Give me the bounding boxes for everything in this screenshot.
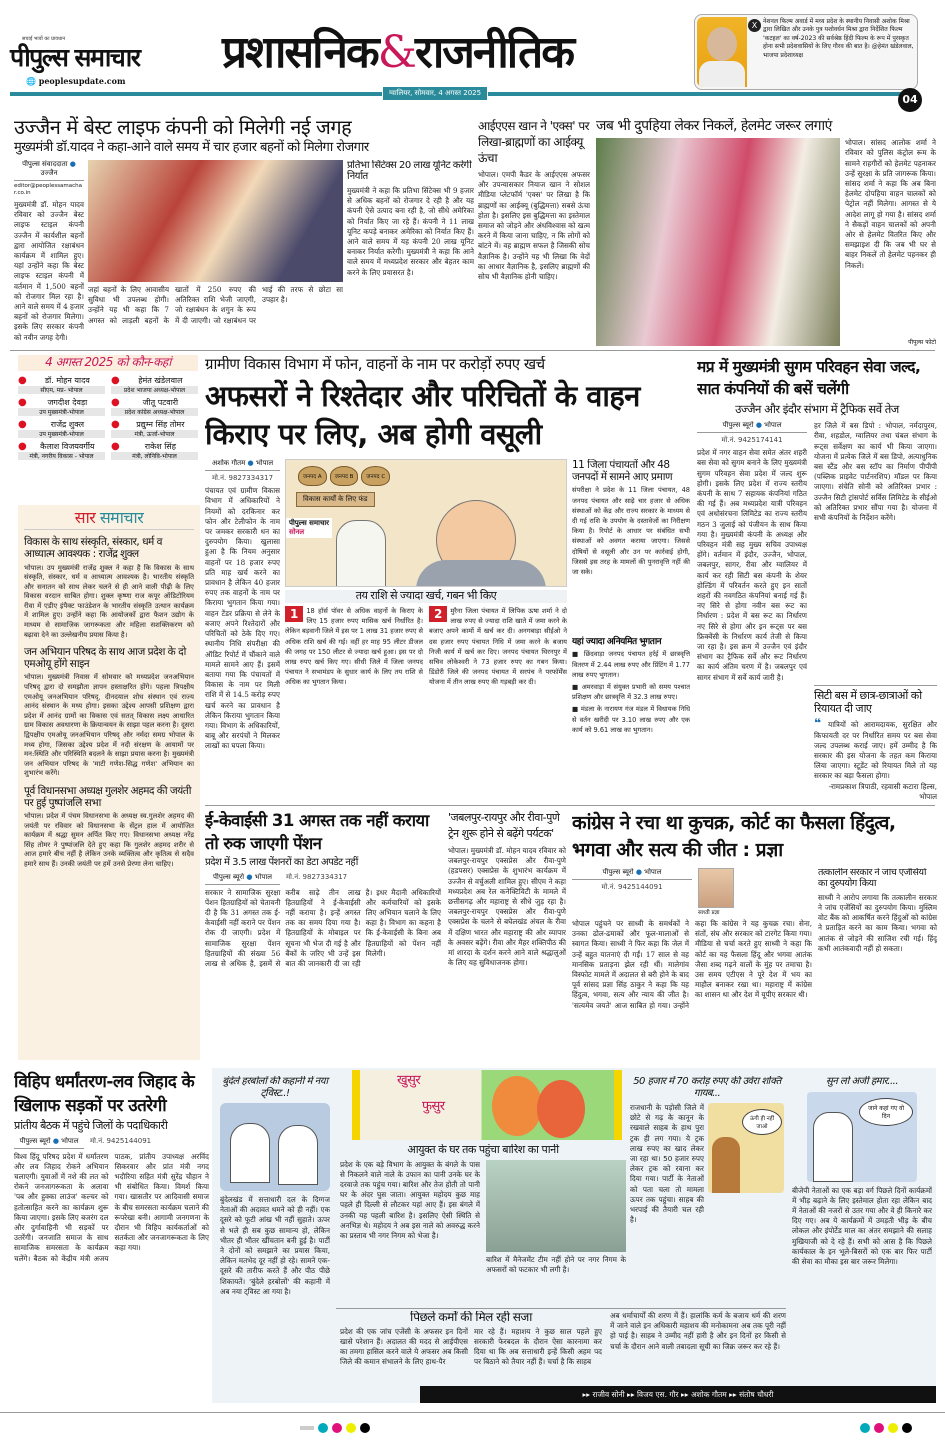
pratibha-body: मुख्यमंत्री ने कहा कि प्रतिभा सिंटेक्स भी 9 हजार से अधिक बहनों को रोजगार दे रही है और यह कंपनी ऐसे उत्पाद बना रही है, जो सीधे अमेरिका को निर्यात किए जा रहे हैं। कंपनी ने 11 लाख यूनिट कपड़े बनाकर अमेरिका को निर्यात किए हैं। आने वाले समय में यह कंपनी 20 लाख यूनिट बनाकर निर्यात करेगी। मुख्यमंत्री ने कहा कि आने वाले समय में मध्यप्रदेश सरकार और बेहतर काम करने के लिए प्रयासरत है। bbox=[347, 185, 474, 277]
col4-cartoon: जाने कहां गए वो दिन bbox=[807, 1092, 917, 1182]
bus-headline: मप्र में मुख्यमंत्री सुगम परिवहन सेवा जल्द, सात कंपनियों की बसें चलेंगी bbox=[697, 358, 921, 398]
page-number: 04 bbox=[898, 88, 922, 112]
center-photo bbox=[486, 1160, 626, 1252]
point-number: 2 bbox=[429, 606, 447, 622]
lead-side-heading: 11 जिला पंचायतों और 48 जनपदों में सामने आए प्रमाण bbox=[572, 459, 673, 484]
arrow-icon: ▸▸ bbox=[582, 1390, 593, 1399]
lead-points bbox=[285, 606, 567, 798]
person-entry bbox=[111, 441, 198, 460]
news-brief-headline: विकास के साथ संस्कृति, संस्कार, धर्म व आध्यात्म आवश्यक : राजेंद्र शुक्ल bbox=[24, 536, 163, 561]
whispering-men-icon bbox=[492, 1076, 542, 1136]
location-pin-icon: ● bbox=[111, 440, 120, 452]
website: 🌐 peoplesupdate.com bbox=[26, 76, 126, 86]
person-entry bbox=[18, 375, 105, 394]
col1-heading: बुंदेले हरबोलों की कहानी में नया ट्विस्ट..! bbox=[222, 1076, 328, 1099]
person-name: ● जगदीश देवड़ा bbox=[18, 396, 88, 408]
quote-box bbox=[694, 14, 918, 90]
person-entry bbox=[111, 419, 198, 438]
point-number: 1 bbox=[285, 606, 303, 622]
newspaper-logo: पीपुल्स समाचार bbox=[10, 43, 140, 72]
opinion-body: ❝ यात्रियों को आरामदायक, सुरक्षित और किफायती दर पर निर्धारित समय पर बस सेवा जल्द उपलब्ध कराई जाए। हमें उम्मीद है कि सरकार की इस योजना के तहत कम किराया लिया जाएगा। स्टूडेंट को रियायत मिले तो यह सरकार का बड़ा फैसला होगा। bbox=[814, 718, 937, 781]
col4-heading: सुन लो अर्जी हमार.... bbox=[825, 1076, 899, 1087]
vhp-byline: पीपुल्स ब्यूरो ● भोपाल bbox=[14, 1137, 84, 1149]
point-text: 18 हॉर्स पॉवर से अधिक वाहनों के किराए के लिए 15 हजार रुपए मासिक खर्च निर्धारित है। लेकिन बड़वानी जिले में इस पर 1 लाख 31 हजार रुपए से अधिक राशि खर्च की गई। वहीं हर माह 95 लीटर डीजल की जगह पर 150 लीटर से ज्यादा खर्च हुआ। इस पर दो लाख रुपए खर्च किए गए। सीधी जिले में जिला जनपद पंचायत ने सभामंडप के सुधार कार्य के लिए तय राशि से अधिक का भुगतान किया। bbox=[285, 606, 423, 687]
col3-body: राजधानी के पड़ोसी जिले में छोटे से गढ़ के कानून के रखवाले साहब के हाथ पुरा ट्रक ही लग गया। ये ट्रक लाख रुपए का खाद लेकर जा रहा था। 50 हजार रुपए लेकर ट्रक को रवाना कर दिया गया। पार्टी के नेताओं को पता चला तो मामला ऊपर तक पहुंचा। साहब की भरपाई की तैयारी चल रही है। bbox=[630, 1103, 704, 1225]
person-role: उप मुख्यमंत्री-भोपाल bbox=[18, 430, 105, 438]
tagline: सचाई भावों का प्रावधान bbox=[22, 36, 66, 42]
lead-side-body: संपरीक्षा ने प्रदेश के 11 जिला पंचायत, 48 जनपद पंचायत और साढ़े चार हजार से अधिक संस्थाओं को केंद्र और राज्य सरकार के माध्यम से दी गई राशि के उपयोग के दस्तावेजों का निरीक्षण किया है। रिपोर्ट के आधार पर संबंधित सभी संस्थाओं को अवगत कराया जाएगा। जिससे दोषियों से वसूली और उन पर कार्रवाई होगी, जिससे इस तरह के मामलों की पुनरावृत्ति नहीं की जा सके। bbox=[572, 486, 690, 576]
bus-body: प्रदेश में नगर वाहन सेवा समेत अंतर शहरी बस सेवा को सुगम बनाने के लिए मुख्यमंत्री सुगम परिवहन सेवा प्रदेश में जल्द शुरू होगी। इसके लिए प्रदेश में राज्य स्तरीय कंपनी के साथ 7 सहायक कंपनियां गठित की गई हैं। अब मध्यप्रदेश यात्री परिवहन एवं अधोसंरचना लिमिटेड का राज्य स्तरीय गठन 3 जुलाई को पंजीयन के साथ किया गया है। मुख्यमंत्री कंपनी के अध्यक्ष और परिवहन मंत्री सह मुख्य सचिव उपाध्यक्ष होंगे। वर्तमान में इंदौर, उज्जैन, भोपाल, जबलपुर, सागर, रीवा और ग्वालियर में कार्य कर रही सिटी बस कंपनी के शेयर होल्डिंग में परिवर्तन करते हुए इन सातों शहरों की नवगठित कंपनियां बनाई गई हैं। नए सिरे से होगा नवीन बस रूट का निर्धारण : प्रदेश में बस रूट का निर्धारण नए सिरे से होगा और इन रूट्स पर बस फ्रिक्वेंसी के निर्धारण कार्य तेजी से किया जा रहा है। इस क्रम में उज्जैन एवं इंदौर संभाग का ट्रैफिक सर्वे और रूट निर्धारण का कार्य अंतिम चरण में है। जबलपुर एवं सागर संभाग में सर्वे कार्य जारी है। bbox=[697, 448, 807, 682]
money-bag-icon: जनपद C bbox=[361, 466, 390, 486]
vhp-headline: विहिप धर्मांतरण-लव जिहाद के खिलाफ सड़कों पर उतरेगी bbox=[14, 1072, 195, 1116]
location-pin-icon: ● bbox=[18, 418, 27, 430]
bus-subheadline: उज्जैन और इंदौर संभाग में ट्रैफिक सर्वे तेज bbox=[735, 402, 899, 416]
registration-marks bbox=[0, 1412, 945, 1442]
center-heading: आयुक्त के घर तक पहुंचा बारिश का पानी bbox=[407, 1144, 559, 1156]
col1 bbox=[220, 1076, 330, 1398]
who-where-list bbox=[18, 375, 198, 460]
money-bag-icon: जनपद A bbox=[298, 466, 327, 486]
news-brief-body: भोपाल। प्रदेश में पंचम विधानसभा के अध्यक्ष स्व.गुलशेर अहमद की जयंती पर रविवार को विधानसभा के सेंट्रल हाल में आयोजित कार्यक्रम में श्रद्धा सुमन अर्पित किए गए। विधानसभा अध्यक्ष नरेंद्र सिंह तोमर ने पुष्पांजलि देते हुए कहा कि गुलशेर अहमद शरीर से आज हमारे बीच नहीं है लेकिन उनके व्यक्तित्व और कृतित्व से सदैव हमारे साथ हैं। उनकी जयंती पर हमें उनसे प्रेरणा लेना चाहिए। bbox=[24, 812, 194, 869]
person-name: ● राकेश सिंह bbox=[111, 440, 176, 452]
person-name: ● डॉ. मोहन यादव bbox=[18, 374, 90, 386]
sub-body-1: प्रदेश की एक जांच एजेंसी के अफसर इन दिनों खासे परेशान हैं। अदालत की मदद से आईपीएस का तमगा हासिल करने वाले ये अफसर अब किसी जिले की कमान संभालने के लिए हाथ-पैर bbox=[340, 1326, 468, 1367]
leader-photo bbox=[697, 17, 747, 87]
location-pin-icon: ● bbox=[18, 440, 27, 452]
helmet-body: भोपाल। सांसद आलोक शर्मा ने रविवार को पुलिस कंट्रोल रूम के सामने राहगीरों को हेलमेट पहनाकर उन्हें सुरक्षा के प्रति जागरूक किया। सांसद शर्मा ने कहा कि अब बिना हेलमेट दोपहिया वाहन चालकों को पेट्रोल नहीं मिलेगा। आगस्त से ये आदेश लागू हो गया है। सांसद शर्मा ने सैकड़ों वाहन चालकों को अपनी ओर से हेलमेट वितरित किए और समझाइश दी कि जब भी घर से बाहर निकलें तो हेलमेट पहनकर ही निकलें। bbox=[845, 138, 936, 270]
bullet-icon: ■ bbox=[572, 682, 582, 691]
ujjain-photo bbox=[88, 160, 343, 282]
khusur-logo: खुसुर फुसुर bbox=[352, 1070, 622, 1140]
lead-side-heading-2: यहां ज्यादा अनियमित भुगतान bbox=[572, 637, 662, 648]
col4-body: बीजेपी नेताओं का एक बड़ा वर्ग पिछले दिनों कार्यक्रमों में भीड़ बढ़ाने के लिए इस्तेमाल होता रहा लेकिन बाद में नेताओं की नजरों से उतर गया और वे ही किनारे कर दिए गए। अब ये कार्यक्रमों में उमड़ती भीड़ के बीच लोकल और इंपोर्टेड माल का अंतर समझाने की सलाह मुखियाजी को दे रहे हैं। सभी को आस है कि पिछले कार्यकाल के इन भूले-बिसरों को एक बार फिर पार्टी की सेवा का मौका इस बार जरूर मिलेगा। bbox=[792, 1185, 932, 1266]
globe-icon: 🌐 bbox=[26, 76, 39, 86]
helmet-story bbox=[596, 118, 936, 346]
ias-body: भोपाल। एमपी कैडर के आईएएस अफसर और उपन्यासकार नियाज खान ने सोशल मीडिया प्लेटफॉर्म 'एक्स' पर लिखा है कि ब्राह्मणों का आईक्यू (बुद्धिमत्ता) सबसे ऊंचा होता है। इसलिए इस बुद्धिमत्ता का इस्तेमाल समाज को जोड़ने और अंधविश्वास को खत्म करने में किया जाना चाहिए, न कि लोगों को बांटने में। वह ब्राह्मण सफल है जिसकी सोच वैज्ञानिक है। उन्होंने यह भी लिखा कि वेदों का आधार वैज्ञानिक है, इसलिए ब्राह्मणों की सोच भी वैज्ञानिक होनी चाहिए। bbox=[478, 170, 590, 282]
lead-mobile: मो.नं. 9827334317 bbox=[211, 474, 274, 483]
opinion-box bbox=[814, 685, 937, 802]
person-role: उप मुख्यमंत्री-भोपाल bbox=[18, 408, 105, 416]
credit-name: राजीव सोनी bbox=[592, 1390, 625, 1399]
col1-cartoon bbox=[220, 1103, 330, 1191]
lead-subheading: तय राशि से ज्यादा खर्च, गबन भी किए bbox=[285, 590, 567, 603]
x-logo-icon: X bbox=[748, 19, 761, 32]
center-column bbox=[340, 1144, 626, 1306]
arrow-icon: ▸▸ bbox=[678, 1390, 691, 1399]
person-role: मंत्री, नगरीय विकास - भोपाल bbox=[18, 452, 105, 460]
credit-name: अशोक गौतम bbox=[690, 1390, 727, 1399]
pragya-body: भोपाल पहुंचने पर साध्वी के समर्थकों ने उनका ढोल-ढमाकों और फूल-मालाओं से स्वागत किया। साध्वी ने फिर कहा कि जेल में उन्हें बहुत यातनाएं दी गईं। 17 साल से वह मानसिक प्रताड़ना झेल रही थीं। मालेगांव विस्फोट मामले में अदालत से बरी होने के बाद पूर्व सांसद प्रज्ञा सिंह ठाकुर ने कहा कि यह हिंदुत्व, भगवा, सत्य और न्याय की जीत है। 'सत्यमेव जयते' आज साबित हो गया। उन्होंने कहा कि कांग्रेस ने यह कुचक्र रचा। सेना, संतों, संघ और सरकार को टारगेट किया गया। मीडिया से चर्चा करते हुए साध्वी ने कहा कि कोर्ट का यह फैसला हिंदू और भगवा आतंक जैसा शब्द गढ़ने वालों के मुंह पर तमाचा है। उस समय एटीएस ने पूरे देश में भय का माहौल बनाकर रखा था। महाराष्ट्र में कांग्रेस का शासन था और देश में यूपीए सरकार थी। bbox=[572, 919, 812, 1010]
who-where-title: 4 अगस्त 2025 को कौन-कहां bbox=[18, 355, 198, 371]
lead-headline: अफसरों ने रिश्तेदार और परिचितों के वाहन किराए पर लिए, अब होगी वसूली bbox=[205, 379, 640, 452]
person-name: ● कैलाश विजयवर्गीय bbox=[18, 440, 95, 452]
credit-name: संतोष चौधरी bbox=[739, 1390, 774, 1399]
ias-headline: आईएएस खान ने 'एक्स' पर लिखा-ब्राह्मणों का आईक्यू ऊंचा bbox=[478, 119, 590, 165]
ujjain-headline: उज्जैन में बेस्ट लाइफ कंपनी को मिलेगी नई जगह bbox=[14, 116, 352, 139]
location-pin-icon: ● bbox=[18, 396, 27, 408]
train-headline: 'जबलपुर-रायपुर और रीवा-पुणे ट्रेन शुरू होने से बढ़ेंगे पर्यटक' bbox=[448, 811, 560, 840]
bus-story bbox=[697, 356, 937, 802]
person-name: ● प्रद्युम्न सिंह तोमर bbox=[111, 418, 185, 430]
irregular-item: ■ मंडला के नारायण गंज मंडल में विधायक निधि से वर्तन खरीदी पर 3.10 लाख रुपए और एक कार्य को 9.61 लाख का भुगतान। bbox=[572, 705, 690, 734]
person-entry bbox=[18, 397, 105, 416]
pragya-subheading: तत्कालीन सरकार ने जांच एजेंसियों का दुरुपयोग किया bbox=[818, 868, 926, 889]
lead-cartoon bbox=[285, 459, 567, 587]
news-brief-headline: जन अभियान परिषद के साथ आज प्रदेश के दो एमओयू होंगे साइन bbox=[24, 646, 186, 671]
vhp-story bbox=[14, 1070, 209, 1410]
center-caption: बारिश में मैनेजमेंट टीम नहीं होने पर नगर निगम के अफसरों को फटकार भी लगी है। bbox=[486, 1254, 626, 1274]
bus-body-2: हर जिले में बस डिपो : भोपाल, नर्मदापुरम, रीवा, शहडोल, ग्वालियर तथा चंबल संभाग के रूट्स सर्वेक्षण का कार्य भी किया जाएगा। योजना में प्रत्येक जिले में बस डिपो, अत्याधुनिक बस स्टैंड और बस स्टॉप का निर्माण पीपीपी (पब्लिक प्राइवेट पार्टनरशिप) मॉडल पर किया जाएगा। संचेति सोनी को अतिरिक्त प्रभार : उज्जैन सिटी ट्रांसपोर्ट सर्विस लिमिटेड के सीईओ को अतिरिक्त प्रभार सौंपा गया है। योजना में सभी कंपनियों के निर्देशन करेंगे। bbox=[814, 421, 937, 523]
news-brief-body: भोपाल। मुख्यमंत्री निवास में सोमवार को मध्यप्रदेश जनअभियान परिषद् द्वारा दो समझौता ज्ञापन हस्ताक्षरित होंगे। पहला त्रिपक्षीय एमओयू जनअभियान परिषद्, दीनदयाल शोध संस्थान एवं राज्य आनंद संस्थान के मध्य होगा। इसका उद्देश्य आपसी प्रशिक्षण द्वारा प्रदेश में आनंद ग्रामों का विकास एवं सतत् विकास लक्ष्य आधारित ग्राम विकास अवधारणा के क्रियान्वयन के साझा पहल करना है। दूसरा द्विपक्षीय एमओयू जनअभियान परिषद् और नर्मदा समग्र भोपाल के मध्य होगा, जिसका उद्देश्य प्रदेश में नदी संरक्षण के आयामों पर मन:स्थिति और परिस्थिति बदलने के साझा प्रयास करना है। मुख्यमंत्री जन अभियान परिषद के 'माटी गणेश-सिद्ध गणेश' अभियान का शुभारंभ करेंगे। bbox=[24, 673, 194, 778]
news-brief-headline: पूर्व विधानसभा अध्यक्ष गुलशेर अहमद की जयंती पर हुई पुष्पांजलि सभा bbox=[24, 784, 191, 809]
bullet-icon: ■ bbox=[572, 705, 581, 714]
sub-body-3: अब धर्माचार्यों की शरण में हैं। हालांकि कर्म के बजाय धर्म की शरण में जाने वाले इन अधिकारी महाशय की मनोकामना अब तक पूरी नहीं हो पाई है। साहब ने उम्मीद नहीं हारी है और इन दिनों हर किसी से चर्चा के दौरान आने वाली तबादला सूची का जिक्र जरूर कर रहे हैं। bbox=[610, 1311, 786, 1351]
lead-story bbox=[205, 356, 690, 798]
quote-text: नेशनल फिल्म अवार्ड में मध्य प्रदेश के स्थानीय निवासी अशोक मिश्रा द्वारा लिखित और उनके पुत्र यशोवर्धन मिश्रा द्वारा निर्देशित फिल्म 'कटहल' का वर्ष-2023 की सर्वश्रेष्ठ हिंदी फिल्म के रूप में पुरस्कृत होना सभी प्रदेशवासियों के लिए गौरव की बात है। @हेमंत खंडेलवाल, भाजपा प्रदेशाध्यक्ष bbox=[763, 18, 914, 59]
khusur-fusur-panel bbox=[212, 1068, 936, 1403]
section-title: प्रशासनिक&राजनीतिक bbox=[222, 27, 574, 78]
bus-byline: पीपुल्स ब्यूरो ● भोपाल bbox=[697, 421, 807, 433]
ekyc-byline: पीपुल्स ब्यूरो ● भोपाल bbox=[205, 873, 280, 885]
person-name: ● जीतू पटवारी bbox=[111, 396, 179, 408]
pratibha-heading: प्रतिभा सिंटेक्स 20 लाख यूनिट करेगी निर्यात bbox=[347, 159, 472, 183]
cartoon-logo: पीपुल्स समाचार सोनल bbox=[286, 518, 332, 538]
sub-section bbox=[340, 1311, 786, 1383]
opinion-author: -रामप्रकाश त्रिपाठी, रहवासी कटारा हिल्स, भोपाल bbox=[828, 781, 937, 801]
person-entry bbox=[111, 397, 198, 416]
location-pin-icon: ● bbox=[18, 374, 27, 386]
lead-byline: अशोक गौतम ● भोपाल bbox=[205, 459, 280, 471]
center-body: प्रदेश के एक बड़े विभाग के आयुक्त के बंगले के पास से निकलने वाले नाले के उफान का पानी उनके घर के दरवाजे तक पहुंच गया। बारिश और तेज होती तो पानी घर के अंदर घुस जाता। आयुक्त महोदय कुछ माह पहले ही दिल्ली से लौटकर यहां आए हैं। इस बंगले में उनकी यह पहली बारिश है। इसलिए ऐसी स्थिति से अनभिज्ञ थे। महोदय ने अब इस नाले को अवरुद्ध करने का प्रस्ताव भी नगर निगम को भेजा है। bbox=[340, 1159, 480, 1241]
divider bbox=[336, 1308, 786, 1309]
ekyc-mobile: मो.नं. 9827334317 bbox=[286, 872, 348, 881]
pragya-photo bbox=[698, 868, 734, 908]
sub-heading: पिछले कर्मों की मिल रही सजा bbox=[410, 1311, 532, 1324]
bus-mobile: मो.नं. 9425174141 bbox=[721, 436, 783, 445]
pragya-mobile: मो.नं. 9425144091 bbox=[601, 883, 663, 891]
irregular-list bbox=[572, 649, 690, 798]
irregular-item: ■ अमरवाड़ा में संयुक्त प्रभारी को समय पश्चात प्रशिक्षण और छात्रवृत्ति में 32.3 लाख रुपए। bbox=[572, 682, 690, 702]
pragya-byline: पीपुल्स ब्यूरो ● भोपाल bbox=[572, 868, 692, 880]
pragya-headline: कांग्रेस ने रचा था कुचक्र, कोर्ट का फैसला हिंदुत्व, भगवा और सत्य की जीत : प्रज्ञा bbox=[572, 812, 896, 861]
person-entry bbox=[18, 441, 105, 460]
masthead bbox=[0, 0, 945, 110]
person-role: मंत्री, लोनिवि-भोपाल bbox=[111, 452, 198, 460]
pragya-story bbox=[572, 810, 937, 1061]
ekyc-subheadline: प्रदेश में 3.5 लाख पेंशनरों का डेटा अपडेट नहीं bbox=[205, 857, 358, 868]
credits-bar bbox=[420, 1386, 936, 1403]
divider bbox=[10, 350, 935, 351]
location-pin-icon: ● bbox=[111, 396, 120, 408]
opinion-heading: सिटी बस में छात्र-छात्राओं को रियायत दी जाए bbox=[814, 689, 922, 715]
quote-mark-icon: ❝ bbox=[814, 718, 829, 731]
helmet-credit: पीपुल्स फोटो bbox=[908, 339, 936, 346]
ujjain-caption: जहां बहनों के लिए आवासीय सुविधा भी उपलब्ध होगी। उन्होंने यह भी कहा कि 7 अगस्त को लाड़ली बहनों के खातों में 250 रुपए की अतिरिक्त राशि भेजी जाएगी, जो रक्षाबंधन के शगुन के रूप में दी जाएगी। जो रक्षाबंधन पर भाई की तरफ से छोटा सा उपहार है। bbox=[88, 284, 343, 325]
person-entry bbox=[111, 375, 198, 394]
person-entry bbox=[18, 419, 105, 438]
ekyc-story bbox=[205, 809, 441, 1061]
point-item bbox=[285, 606, 423, 798]
vhp-mobile: मो.नं. 9425144091 bbox=[90, 1136, 152, 1145]
person-name: ● राजेंद्र शुक्ल bbox=[18, 418, 85, 430]
credit-name: विजय एस. गौर bbox=[636, 1390, 679, 1399]
dateline: ग्वालियर, सोमवार, 4 अगस्त 2025 bbox=[382, 86, 488, 101]
ujjain-email: editor@peoplessamachar.co.in bbox=[14, 182, 83, 196]
pragya-photo-caption: साध्वी प्रज्ञा bbox=[698, 910, 720, 916]
col1-body: बुंदेलखंड में सत्ताधारी दल के दिग्गज नेताओं की अदावत थमने को ही नहीं। एक दूसरे को फूटी आंख भी नहीं सुहाते। ऊपर से भले ही सब कुछ सामान्य हो, लेकिन भीतर ही भीतर खींचतान बनी हुई है। पार्टी ने दोनों को समझाने का प्रयास किया, लेकिन मतभेद दूर नहीं हो रहे। सामने एक-दूसरे की तारीफ करते हैं और पीठ पीछे शिकायतें। 'बुंदेले हरबोलों' की कहानी में अब नया ट्विस्ट आ गया है। bbox=[220, 1195, 330, 1296]
news-brief-body: भोपाल। उप मुख्यमंत्री राजेंद्र शुक्ल ने कहा है कि विकास के साथ संस्कृति, संस्कार, धर्म व आध्यात्म आवश्यक है। भारतीय संस्कृति और सनातन को साथ लेकर चलने से ही आने वाली पीढ़ी के लिए विकास वरदान साबित होगा। शुक्ल कृष्णा राज कपूर ऑडिटोरियम रीवा में एडीए इंपैक्ट फाउंडेशन के भारतीय संस्कृति उत्थान कार्यक्रम में शामिल हुए। उन्होंने कहा कि आयोजकों द्वारा फैशन उद्योग के माध्यम से सामाजिक जागरूकता और महिला सशक्तिकरण को बढ़ावा देने का उल्लेखनीय प्रयास किया है। bbox=[24, 563, 194, 639]
location-pin-icon: ● bbox=[111, 374, 120, 386]
irregular-item: ■ छिंदवाड़ा जनपद पंचायत हर्रई में छात्रवृत्ति वितरण में 2.44 लाख रुपए और प्रिंटिंग में 1.77 लाख रुपए भुगतान। bbox=[572, 650, 690, 679]
bullet-icon: ■ bbox=[572, 650, 584, 659]
ujjain-story bbox=[14, 116, 474, 346]
person-role: मंत्री, ऊर्जा-भोपाल bbox=[111, 430, 198, 438]
sub-body-2: मार रहे हैं। महाशय ने कुछ साल पहले हुए सरकारी फेरबदल के दौरान ऐसा कारनामा कर दिया था कि अब सत्ताधारी इन्हें किसी अहम पद पर बिठाने को तैयार नहीं हैं। चर्चा है कि साहब bbox=[474, 1326, 602, 1367]
helmet-photo bbox=[596, 138, 840, 346]
fund-sign: विकास कार्यों के लिए फंड bbox=[296, 492, 375, 507]
ekyc-body: सरकार ने सामाजिक सुरक्षा पेंशन हितग्राहियों को चेतावनी दी है कि 31 अगस्त तक ई-केवाईसी नहीं कराने पर पेंशन रोक दी जाएगी। प्रदेश में सामाजिक सुरक्षा पेंशन हितग्राहियों की संख्या 56 लाख से अधिक है, इसमें से करीब साढ़े तीन लाख हितग्राहियों ने ई-केवाईसी नहीं कराया है। इन्हें अगस्त तक का समय दिया गया है। हितग्राहियों के मोबाइल पर सूचना भी भेज दी गई है और बैंकों के जरिए भी उन्हें इस बात की जानकारी दी जा रही है। इधर मैदानी अधिकारियों और कर्मचारियों को इसके लिए अभियान चलाने के लिए कहा है। विभाग का कहना है कि ई-केवाईसी के बिना अब हितग्राहियों को पेंशन नहीं मिलेगी। bbox=[205, 887, 441, 968]
lead-kicker: ग्रामीण विकास विभाग में फोन, वाहनों के नाम पर करोड़ों रुपए खर्च bbox=[205, 356, 545, 373]
money-bag-icon: जनपद B bbox=[330, 466, 359, 486]
location-pin-icon: ● bbox=[111, 418, 120, 430]
person-role: प्रदेश भाजपा अध्यक्ष-भोपाल bbox=[111, 386, 198, 394]
ujjain-byline: पीपुल्स संवाददाता ● उज्जैन bbox=[14, 160, 84, 181]
col3-heading: 50 हजार में 70 करोड़ रुपए की उर्वरा शक्ति गायब... bbox=[633, 1076, 781, 1099]
ekyc-headline: ई-केवाईसी 31 अगस्त तक नहीं कराया तो रुक जाएगी पेंशन bbox=[205, 811, 429, 853]
pragya-body-2: साध्वी ने आरोप लगाया कि तत्कालीन सरकार ने जांच एजेंसियों का दुरुपयोग किया। मुस्लिम वोट बैंक को आकर्षित करने हिंदुओं को कांग्रेस ने प्रताड़ित करने का काम किया। भगवा को आतंक से जोड़ने की साजिश रची गई। हिंदू कभी आतंकवादी नहीं हो सकता। bbox=[818, 892, 937, 953]
train-story bbox=[448, 810, 566, 1061]
ujjain-body: मुख्यमंत्री डॉ. मोहन यादव रविवार को उज्जैन बेस्ट लाइफ स्टाइल कंपनी उज्जैन में कार्यशील बहनों द्वारा आयोजित रक्षाबंधन कार्यक्रम में शामिल हुए। यहां उन्होंने कहा कि बेस्ट लाइफ स्टाइल कंपनी में वर्तमान में 1,500 बहनों को रोजगार मिल रहा है। आने वाले समय में 4 हजार बहनों को रोजगार मिलेगा। इसके लिए सरकार कंपनी को नवीन जगह देगी। bbox=[14, 199, 84, 342]
divider bbox=[205, 805, 935, 806]
helmet-headline: जब भी दुपहिया लेकर निकलें, हेलमेट जरूर लगाएं bbox=[596, 118, 832, 134]
vhp-body: विश्व हिंदू परिषद प्रदेश में धर्मांतरण और लव जिहाद रोकने अभियान चलाएगी। युवाओं में नशे की लत को रोकने जनजागरूकता के अलावा 'पब और हुक्का लाउंज' कल्चर को हतोत्साहित करने का कार्यक्रम शुरू किया जाएगा। इसके लिए बजरंग दल और दुर्गावाहिनी भी सड़कों पर उतरेंगी। जनजाति समाज के साथ सामाजिक समरसता के कार्यक्रम चलेंगे। बैठक को केंद्रीय मंत्री अजय पाठक, प्रांतीय उपाध्यक्ष अरविंद सिकरवार और प्रांत मंत्री नगद भदौरिया सहित मंत्री सुरेंद्र चौहान ने भी संबोधित किया। विमर्श किया गया। खासतौर पर आदिवासी समाज के बीच समरसता कार्यक्रम चलाने की रूपरेखा बनी। आगामी जनगणना के दौरान भी विहिप कार्यकर्ताओं को सतर्कता और जनजागरूकता के लिए कहा गया। bbox=[14, 1151, 209, 1263]
col3 bbox=[630, 1076, 784, 1306]
saar-samachar bbox=[18, 505, 200, 1060]
vhp-subheadline: प्रांतीय बैठक में पहुंचे जिलों के पदाधिकारी bbox=[14, 1119, 168, 1132]
official-figure bbox=[336, 520, 386, 587]
person-name: ● हेमंत खंडेलवाल bbox=[111, 374, 183, 386]
ujjain-subheadline: मुख्यमंत्री डॉ.यादव ने कहा-आने वाले समय में चार हजार बहनों को मिलेगा रोजगार bbox=[14, 140, 369, 155]
person-role: प्रदेश कांग्रेस अध्यक्ष-भोपाल bbox=[111, 408, 198, 416]
train-body: भोपाल। मुख्यमंत्री डॉ. मोहन यादव रविवार को जबलपुर-रायपुर एक्सप्रेस और रीवा-पुणे (हडपसर) एक्सप्रेस के शुभारंभ कार्यक्रम में उज्जैन से वर्चुअली शामिल हुए। सीएम ने कहा मध्यप्रदेश अब रेल कनेक्टिविटी के मामले में छत्तीसगढ़ और महाराष्ट्र से सीधे जुड़ रहा है। जबलपुर-रायपुर एक्सप्रेस और रीवा-पुणे एक्सप्रेस के चलने से बघेलखंड अंचल के रीवा में दक्षिण भारत और महाराष्ट्र की ओर व्यापार के अवसर बढ़ेंगे। रीवा और मैहर शक्तिपीठ की मां शारदा के दर्शन करने आने वाले श्रद्धालुओं के लिए यह सुविधाजनक होगा। bbox=[448, 846, 566, 968]
person-role: सीएम, मप्र- भोपाल bbox=[18, 386, 105, 394]
arrow-icon: ▸▸ bbox=[726, 1390, 740, 1399]
col3-cartoon: ऊंगी ही नहीं जाओ bbox=[708, 1103, 784, 1193]
saar-title: सार समाचार bbox=[24, 509, 194, 530]
col4 bbox=[792, 1076, 932, 1382]
point-item bbox=[429, 606, 567, 798]
arrow-icon: ▸▸ bbox=[624, 1390, 637, 1399]
lead-body: पंचायत एवं ग्रामीण विकास विभाग में अधिकारियों ने नियमों को दरकिनार कर फोन और टेलीफोन के नाम पर जमकर सरकारी धन का दुरुपयोग किया। खुलासा हुआ है कि नियम अनुसार वाहनों पर 18 हजार रुपए प्रति माह खर्च करने का प्रावधान है लेकिन 40 हजार रुपए तक वाहनों के नाम पर किराया भुगतान किया गया। वाहन टेंडर प्रक्रिया से लेने के बजाए अपने रिश्तेदारों और परिचितों को ठेके दिए गए। स्थानीय निधि संपरीक्षा की ऑडिट रिपोर्ट में चौंकाने वाले मामले सामने आए हैं। इसमें बताया गया कि पंचायतों में विकास के नाम पर मिली राशि में से 14.5 करोड़ रुपए खर्च करने का प्रावधान है लेकिन किराया भुगतान किया गया। विभाग के अधिकारियों, बाबू और सरपंचों ने मिलकर लाखों का घपला किया। bbox=[205, 486, 280, 751]
point-text: मुरैना जिला पंचायत में लिपिक ऊषा शर्मा ने दो लाख रुपए से ज्यादा राशि खाते में जमा करने के बजाए अपने कामों में खर्च कर दी। अनगबाड़ा सीईओ ने दस हजार रुपए पंचायत निधि में जमा करने के बजाय निजी कार्य में खर्च कर दिए। जनपद पंचायत थिरनपुर में सचिव लोकेश्वरी ने 73 हजार रुपए का गबन किया। डिंडोरी जिले की जनपद पंचायत में सरपंच ने परफॉर्मेंस योजना में तीन लाख रुपए की गड़बड़ी कर दी। bbox=[429, 606, 567, 687]
who-where-box bbox=[18, 355, 198, 500]
ias-story bbox=[478, 118, 590, 346]
